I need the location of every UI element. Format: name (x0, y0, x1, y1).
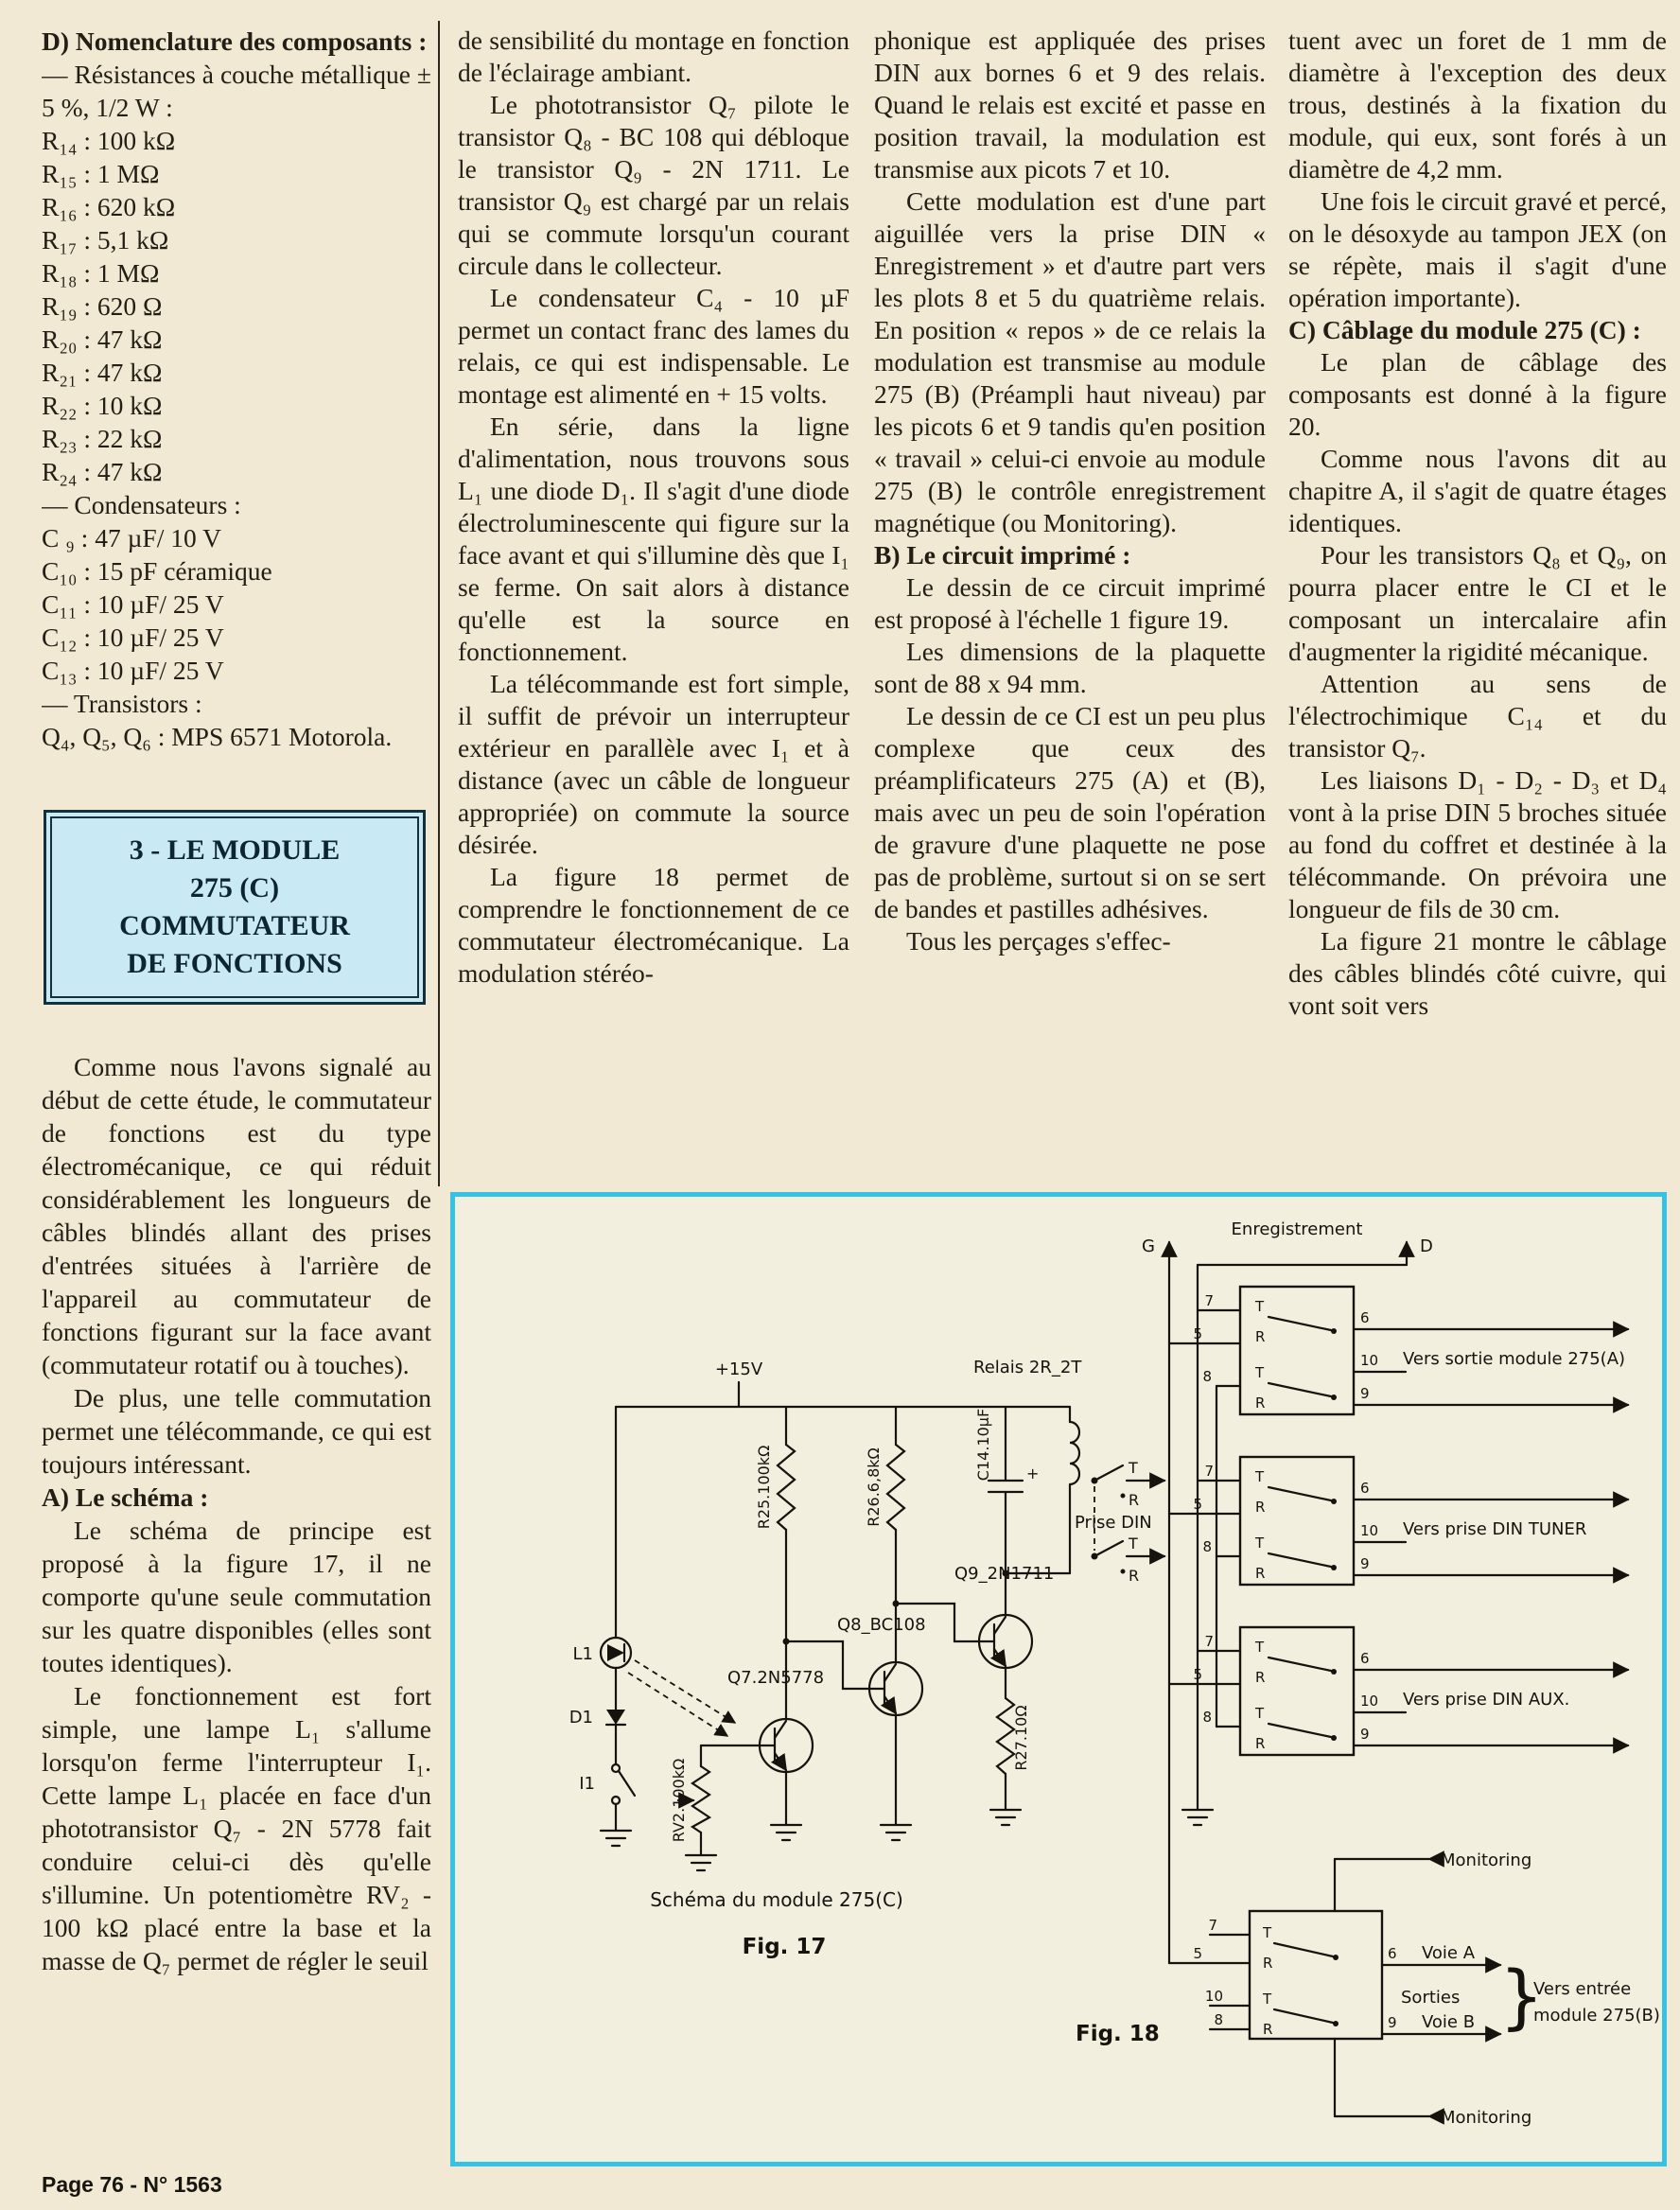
pin-5: 5 (1193, 1325, 1202, 1342)
figure-box (450, 1192, 1667, 2166)
footer-page-number: Page 76 - N° 1563 (42, 2172, 222, 2197)
Q8-label: Q8_BC108 (837, 1615, 926, 1635)
fig18-schematic (1076, 1219, 1660, 2128)
pin-9: 9 (1388, 2014, 1397, 2031)
resistor-intro: — Résistances à couche métallique ± 5 %, 1/2 W : (42, 60, 431, 122)
contact-R-label: R (1129, 1491, 1140, 1509)
output-label: Vers sortie module 275(A) (1403, 1349, 1626, 1369)
ground-symbol (1182, 1810, 1213, 1825)
contact-T-label: T (1255, 1364, 1265, 1381)
D-label: D (1420, 1237, 1433, 1256)
relay-coil (1006, 1407, 1079, 1573)
pin-8: 8 (1202, 1538, 1212, 1555)
C14-label: C14.10µF (974, 1408, 992, 1482)
pin-5: 5 (1193, 1666, 1202, 1683)
supply-label: +15V (714, 1359, 763, 1379)
paragraph: Comme nous l'avons signalé au début de cette étude, le commutateur de fonctions est du type électromécanique, ce qui réduit considérablement les longueurs de câbles blindés allant des prises d'entrées situées à l'arrière de l'appareil au commutateur de fonctions figurant sur la face avant (commutateur rotatif ou à touches). (42, 1052, 431, 1379)
switch-I1 (612, 1764, 635, 1831)
contact-T-label: T (1255, 1468, 1265, 1485)
Q7-label: Q7.2N5778 (727, 1668, 825, 1688)
resistor-line: R₂₂ : 10 kΩ (42, 391, 163, 420)
voie-a-label: Voie A (1422, 1943, 1476, 1963)
column-4 (1288, 25, 1667, 1186)
pin-10: 10 (1360, 1693, 1379, 1710)
paragraph: Comme nous l'avons dit au chapitre A, il s'agit de quatre étages identiques. (1288, 444, 1667, 537)
G-label: G (1142, 1237, 1155, 1256)
relay-block-1 (1169, 1287, 1628, 1414)
contact-T-label: T (1263, 1991, 1272, 2008)
prise-din-label: Prise DIN (1075, 1513, 1152, 1533)
pin-5: 5 (1193, 1496, 1202, 1513)
enregistrement-label: Enregistrement (1231, 1219, 1363, 1239)
pin-7: 7 (1204, 1633, 1214, 1650)
fig17-number: Fig. 17 (742, 1935, 827, 1959)
resistor-line: R₂₄ : 47 kΩ (42, 457, 163, 486)
pin-6: 6 (1388, 1945, 1397, 1962)
capacitor-line: C₁₂ : 10 µF/ 25 V (42, 623, 224, 652)
potentiometer-RV2 (678, 1745, 775, 1855)
relay-block-4 (1169, 1911, 1660, 2039)
section-heading-a: A) Le schéma : (42, 1482, 209, 1512)
capacitor-line: C₁₁ : 10 µF/ 25 V (42, 589, 224, 619)
module-box-line: 3 - LE MODULE (129, 834, 341, 866)
paragraph: Le schéma de principe est proposé à la figure 17, il ne comporte qu'une seule commutation sur les quatre disponibles (elles sont toutes identiques). (42, 1516, 431, 1677)
resistor-line: R₁₈ : 1 MΩ (42, 258, 160, 288)
C14-plus-label: + (1026, 1465, 1040, 1482)
voie-b-label: Voie B (1422, 2012, 1476, 2032)
output-label: Vers prise DIN AUX. (1403, 1690, 1570, 1710)
contact-T-label: T (1129, 1459, 1138, 1477)
paragraph: Cette modulation est d'une part aiguillée vers la prise DIN « Enregistrement » et d'autre part vers les plots 8 et 5 du quatrième relais. En position « repos » de ce relais la modulation est transmise au module 275 (B) (Préampli haut niveau) par les picots 6 et 9 tandis qu'en position « travail » celui-ci envoie au module 275 (B) le contrôle enregistrement magnétique (ou Monitoring). (874, 186, 1266, 537)
R25-label: R25.100kΩ (755, 1445, 773, 1530)
resistor-line: R₁₆ : 620 kΩ (42, 192, 176, 221)
brace: } (1499, 1956, 1545, 2038)
paragraph: de sensibilité du montage en fonction de l'éclairage ambiant. (458, 26, 849, 87)
resistor-line: R₁₄ : 100 kΩ (42, 126, 176, 155)
relay-block-3 (1169, 1627, 1628, 1755)
paragraph: La figure 18 permet de comprendre le fonctionnement de ce commutateur électromécanique. La modulation stéréo- (458, 862, 849, 988)
vers-entree-label-1: Vers entrée (1533, 1979, 1632, 1999)
pin-7: 7 (1208, 1917, 1217, 1934)
module-box-line: DE FONCTIONS (127, 948, 342, 979)
relay-label: Relais 2R_2T (973, 1358, 1082, 1377)
pin-8: 8 (1202, 1368, 1212, 1385)
monitoring-label-bottom: Monitoring (1441, 2108, 1532, 2128)
paragraph: La télécommande est fort simple, il suffit de prévoir un interrupteur extérieur en parallèle avec I₁ et à distance (avec un câble de longueur appropriée) on commute la source désirée. (458, 669, 849, 859)
D1-label: D1 (569, 1708, 593, 1728)
pin-7: 7 (1204, 1463, 1214, 1480)
ground-symbol (881, 1825, 911, 1840)
paragraph: Une fois le circuit gravé et percé, on le désoxyde au tampon JEX (on se répète, mais il s'agit d'une opération importante). (1288, 186, 1667, 312)
transistor-heading: — Transistors : (42, 689, 202, 718)
resistor-line: R₁₉ : 620 Ω (42, 291, 163, 321)
module-box-line: 275 (C) (189, 872, 280, 903)
contact-R-label: R (1255, 1499, 1266, 1516)
resistor-line: R₁₇ : 5,1 kΩ (42, 225, 169, 254)
contact-T-label: T (1255, 1298, 1265, 1315)
contact-T-label: T (1263, 1924, 1272, 1941)
resistor-line: R₂₃ : 22 kΩ (42, 424, 163, 453)
vers-entree-label-2: module 275(B) (1533, 2006, 1660, 2026)
paragraph: phonique est appliquée des prises DIN aux bornes 6 et 9 des relais. Quand le relais est excité et passe en position travail, la modulation est transmise aux picots 7 et 10. (874, 26, 1266, 184)
column-1 (42, 25, 431, 2168)
contact-R-label: R (1255, 1565, 1266, 1582)
paragraph: Le fonctionnement est fort simple, une lampe L₁ s'allume lorsqu'on ferme l'interrupteur I₁. Cette lampe L₁ placée en face d'un phototransistor Q₇ - 2N 5778 fait conduire celui-ci dès qu'elle s'illumine. Un potentiomètre RV₂ - 100 kΩ placé entre la base et la masse de Q₇ permet de régler le seuil (42, 1681, 431, 1975)
pin-9: 9 (1360, 1555, 1370, 1572)
led-L1 (601, 1624, 735, 1736)
module-box-line: COMMUTATEUR (119, 910, 350, 941)
I1-label: I1 (579, 1774, 595, 1794)
fig17-schematic (569, 1358, 1164, 1959)
schematic-svg (455, 1197, 1662, 2162)
column-divider-rule (438, 21, 440, 1186)
contact-R-label: R (1255, 1669, 1266, 1686)
pin-5: 5 (1193, 1945, 1202, 1962)
ground-symbol (686, 1855, 716, 1870)
pin-9: 9 (1360, 1726, 1370, 1743)
pin-6: 6 (1360, 1650, 1370, 1667)
column-2 (458, 25, 849, 1186)
contact-R-label: R (1263, 2021, 1273, 2038)
transistor-line: Q₄, Q₅, Q₆ : MPS 6571 Motorola. (42, 722, 393, 751)
section-heading-b: B) Le circuit imprimé : (874, 540, 1131, 570)
fig18-bus-lines (1169, 1242, 1407, 1963)
paragraph: De plus, une telle commutation permet une télécommande, ce qui est toujours intéressant. (42, 1383, 431, 1479)
paragraph: Le phototransistor Q₇ pilote le transistor Q₈ - BC 108 qui débloque le transistor Q₉ - 2N 1711. Le transistor Q₉ est chargé par un relais qui se commute lorsqu'un courant circule dans le collecteur. (458, 90, 849, 280)
paragraph: Attention au sens de l'électrochimique C₁₄ et du transistor Q₇. (1288, 669, 1667, 763)
contact-R-label: R (1263, 1955, 1273, 1972)
pin-10: 10 (1360, 1352, 1379, 1369)
column-3 (874, 25, 1266, 1186)
ground-symbol (771, 1825, 801, 1840)
resistor-line: R₁₅ : 1 MΩ (42, 159, 160, 188)
output-label: Vers prise DIN TUNER (1403, 1519, 1587, 1539)
L1-label: L1 (572, 1644, 593, 1664)
pin-8: 8 (1214, 2011, 1223, 2028)
paragraph: tuent avec un foret de 1 mm de diamètre à l'exception des deux trous, destinés à la fixation du module, qui eux, sont forés à un diamètre de 4,2 mm. (1288, 26, 1667, 184)
paragraph: Le dessin de ce CI est un peu plus complexe que ceux des préamplificateurs 275 (A) et (B), mais avec un peu de soin l'opération de gravure d'une plaquette ne pose pas de problème, surtout si on se sert de bandes et pastilles adhésives. (874, 701, 1266, 923)
paragraph: La figure 21 montre le câblage des câbles blindés côté cuivre, qui vont soit vers (1288, 926, 1667, 1020)
pin-10: 10 (1360, 1522, 1379, 1539)
contact-R-label: R (1255, 1394, 1266, 1412)
fig17-caption: Schéma du module 275(C) (650, 1888, 903, 1911)
pin-7: 7 (1204, 1292, 1214, 1309)
paragraph: Pour les transistors Q₈ et Q₉, on pourra placer entre le CI et le composant un intercalaire afin d'augmenter la rigidité mécanique. (1288, 540, 1667, 666)
capacitor-heading: — Condensateurs : (42, 490, 241, 519)
section-heading-c: C) Câblage du module 275 (C) : (1288, 315, 1641, 344)
paragraph: En série, dans la ligne d'alimentation, nous trouvons sous L₁ une diode D₁. Il s'agit d'une diode électroluminescente qui figure sur la face avant et qui s'illumine dès que I₁ se ferme. On sait alors à distance qu'elle est la source en fonctionnement. (458, 412, 849, 666)
resistor-line: R₂₁ : 47 kΩ (42, 358, 163, 387)
capacitor-line: C₁₀ : 15 pF céramique (42, 556, 272, 586)
pin-8: 8 (1202, 1709, 1212, 1726)
pin-10: 10 (1204, 1988, 1223, 2005)
transistor-Q9 (979, 1573, 1032, 1698)
paragraph: Les dimensions de la plaquette sont de 88 x 94 mm. (874, 637, 1266, 698)
fig18-number: Fig. 18 (1076, 2022, 1160, 2046)
R27-label: R27.10Ω (1012, 1705, 1030, 1771)
contact-T-label: T (1255, 1535, 1265, 1552)
ground-symbol (601, 1831, 631, 1846)
monitoring-label-top: Monitoring (1441, 1850, 1532, 1870)
paragraph: Le plan de câblage des composants est donné à la figure 20. (1288, 347, 1667, 441)
pin-6: 6 (1360, 1309, 1370, 1326)
capacitor-line: C ₉ : 47 µF/ 10 V (42, 523, 221, 552)
paragraph: Tous les perçages s'effec- (906, 926, 1171, 956)
pin-6: 6 (1360, 1480, 1370, 1497)
ground-symbol (990, 1810, 1021, 1825)
contact-R-label: R (1129, 1567, 1140, 1585)
module-heading-box (44, 810, 426, 1005)
contact-T-label: T (1255, 1705, 1265, 1722)
relay-block-2 (1169, 1457, 1628, 1585)
supply-rail (616, 1382, 1070, 1624)
transistor-Q8 (869, 1604, 994, 1825)
capacitor-line: C₁₃ : 10 µF/ 25 V (42, 656, 224, 685)
sorties-label: Sorties (1401, 1988, 1461, 2008)
contact-R-label: R (1255, 1328, 1266, 1345)
RV2-label: RV2.100kΩ (670, 1758, 688, 1843)
Q9-label: Q9_2N1711 (954, 1564, 1055, 1584)
diode-D1 (606, 1710, 625, 1764)
R26-label: R26.6,8kΩ (865, 1447, 883, 1527)
section-heading-d: D) Nomenclature des composants : (42, 26, 428, 56)
contact-T-label: T (1255, 1639, 1265, 1656)
resistor-line: R₂₀ : 47 kΩ (42, 324, 163, 354)
capacitor-C14 (989, 1407, 1023, 1573)
contact-T-label: T (1129, 1535, 1138, 1552)
paragraph: Les liaisons D₁ - D₂ - D₃ et D₄ vont à la prise DIN 5 broches située au fond du coffret et destinée à la télécommande. On prévoira une longueur de fils de 30 cm. (1288, 765, 1667, 923)
pin-9: 9 (1360, 1385, 1370, 1402)
paragraph: Le dessin de ce circuit imprimé est proposé à l'échelle 1 figure 19. (874, 572, 1266, 634)
contact-R-label: R (1255, 1735, 1266, 1752)
paragraph: Le condensateur C₄ - 10 µF permet un contact franc des lames du relais, ce qui est indispensable. Le montage est alimenté en + 15 volts. (458, 283, 849, 409)
